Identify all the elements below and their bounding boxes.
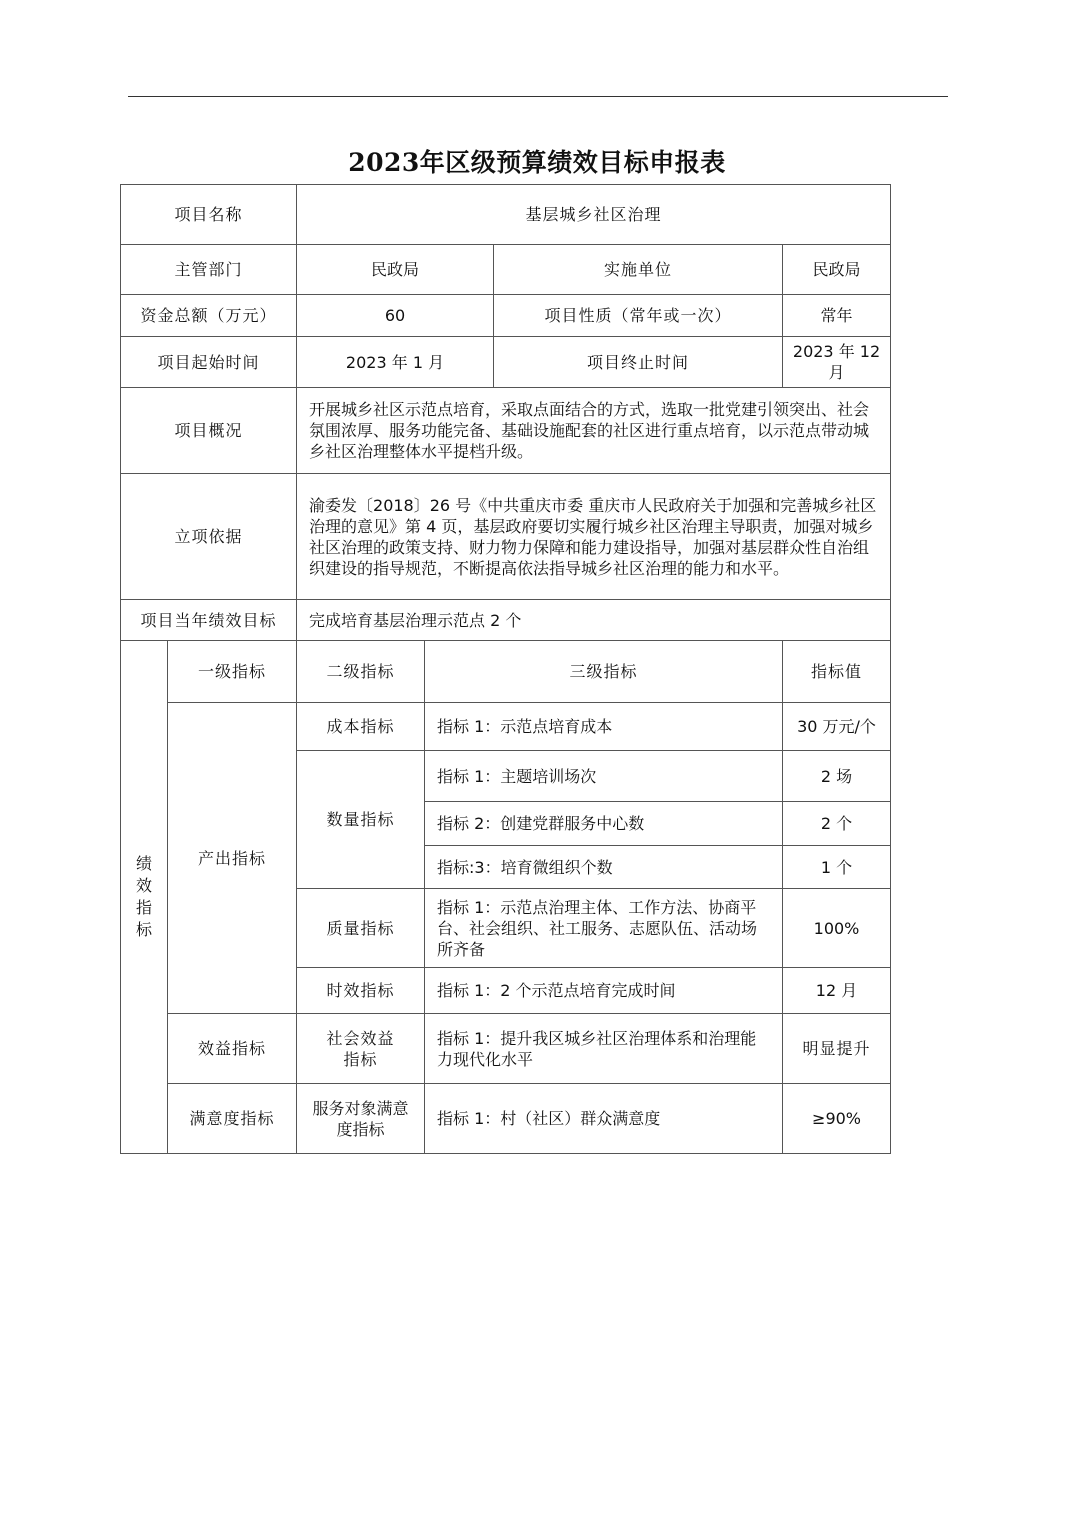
quantity-1-text: 指标 1：主题培训场次: [425, 751, 783, 802]
performance-target-table: [120, 184, 891, 1154]
row-fund: [121, 295, 891, 337]
quantity-label: 数量指标: [297, 751, 425, 889]
header-level2: 二级指标: [297, 641, 425, 703]
header-level1: 一级指标: [168, 641, 297, 703]
start-value: 2023 年 1 月: [297, 337, 494, 388]
cost-1-text: 指标 1：示范点培育成本: [425, 703, 783, 751]
service-1-value: ≥90%: [783, 1084, 891, 1154]
benefit-label: 效益指标: [168, 1014, 297, 1084]
end-value: 2023 年 12 月: [783, 337, 891, 388]
page-title: 2023年区级预算绩效目标申报表: [348, 148, 726, 177]
header-level3: 三级指标: [425, 641, 783, 703]
row-indicator-headers: [121, 641, 891, 703]
nature-value: 常年: [783, 295, 891, 337]
time-label: 时效指标: [297, 968, 425, 1014]
quality-label: 质量指标: [297, 889, 425, 968]
quality-1-value: 100%: [783, 889, 891, 968]
row-department: [121, 245, 891, 295]
start-label: 项目起始时间: [121, 337, 297, 388]
row-basis: [121, 474, 891, 600]
quantity-1-value: 2 场: [783, 751, 891, 802]
header-value: 指标值: [783, 641, 891, 703]
output-label: 产出指标: [168, 703, 297, 1014]
cost-1-value: 30 万元/个: [783, 703, 891, 751]
header-rule: [128, 96, 948, 97]
unit-value: 民政局: [783, 245, 891, 295]
basis-value: 渝委发〔2018〕26 号《中共重庆市委 重庆市人民政府关于加强和完善城乡社区治理的意见》第 4 页，基层政府要切实履行城乡社区治理主导职责，加强对城乡社区治理的政策支持、财力物力保障和能力建设指导，加强对基层群众性自治组织建设的指导规范，不断提高依法指导城乡社区治理的能力和水平。: [297, 474, 891, 600]
goal-label: 项目当年绩效目标: [121, 600, 297, 641]
quantity-2-text: 指标 2：创建党群服务中心数: [425, 802, 783, 846]
performance-section-label: [121, 641, 168, 1154]
social-label: 社会效益指标: [297, 1014, 425, 1084]
basis-label: 立项依据: [121, 474, 297, 600]
dept-label: 主管部门: [121, 245, 297, 295]
unit-label: 实施单位: [494, 245, 783, 295]
quantity-3-text: 指标:3：培育微组织个数: [425, 846, 783, 889]
time-1-value: 12 月: [783, 968, 891, 1014]
goal-value: 完成培育基层治理示范点 2 个: [297, 600, 891, 641]
service-1-text: 指标 1：村（社区）群众满意度: [425, 1084, 783, 1154]
overview-label: 项目概况: [121, 388, 297, 474]
dept-value: 民政局: [297, 245, 494, 295]
nature-label: 项目性质（常年或一次）: [494, 295, 783, 337]
row-goal: [121, 600, 891, 641]
row-cost-1: [121, 703, 891, 751]
row-service-1: [121, 1084, 891, 1154]
social-1-text: 指标 1：提升我区城乡社区治理体系和治理能力现代化水平: [425, 1014, 783, 1084]
row-overview: [121, 388, 891, 474]
row-project-name: [121, 185, 891, 245]
project-name-label: 项目名称: [121, 185, 297, 245]
fund-label: 资金总额（万元）: [121, 295, 297, 337]
quantity-3-value: 1 个: [783, 846, 891, 889]
social-1-value: 明显提升: [783, 1014, 891, 1084]
service-label: 服务对象满意度指标: [297, 1084, 425, 1154]
cost-label: 成本指标: [297, 703, 425, 751]
satisfaction-label: 满意度指标: [168, 1084, 297, 1154]
fund-value: 60: [297, 295, 494, 337]
overview-value: 开展城乡社区示范点培育，采取点面结合的方式，选取一批党建引领突出、社会氛围浓厚、服务功能完备、基础设施配套的社区进行重点培育，以示范点带动城乡社区治理整体水平提档升级。: [297, 388, 891, 474]
performance-section-text: 绩效指标: [135, 854, 152, 939]
quantity-2-value: 2 个: [783, 802, 891, 846]
end-label: 项目终止时间: [494, 337, 783, 388]
time-1-text: 指标 1：2 个示范点培育完成时间: [425, 968, 783, 1014]
project-name-value: 基层城乡社区治理: [297, 185, 891, 245]
row-social-1: [121, 1014, 891, 1084]
row-period: [121, 337, 891, 388]
quality-1-text: 指标 1：示范点治理主体、工作方法、协商平台、社会组织、社工服务、志愿队伍、活动场所齐备: [425, 889, 783, 968]
